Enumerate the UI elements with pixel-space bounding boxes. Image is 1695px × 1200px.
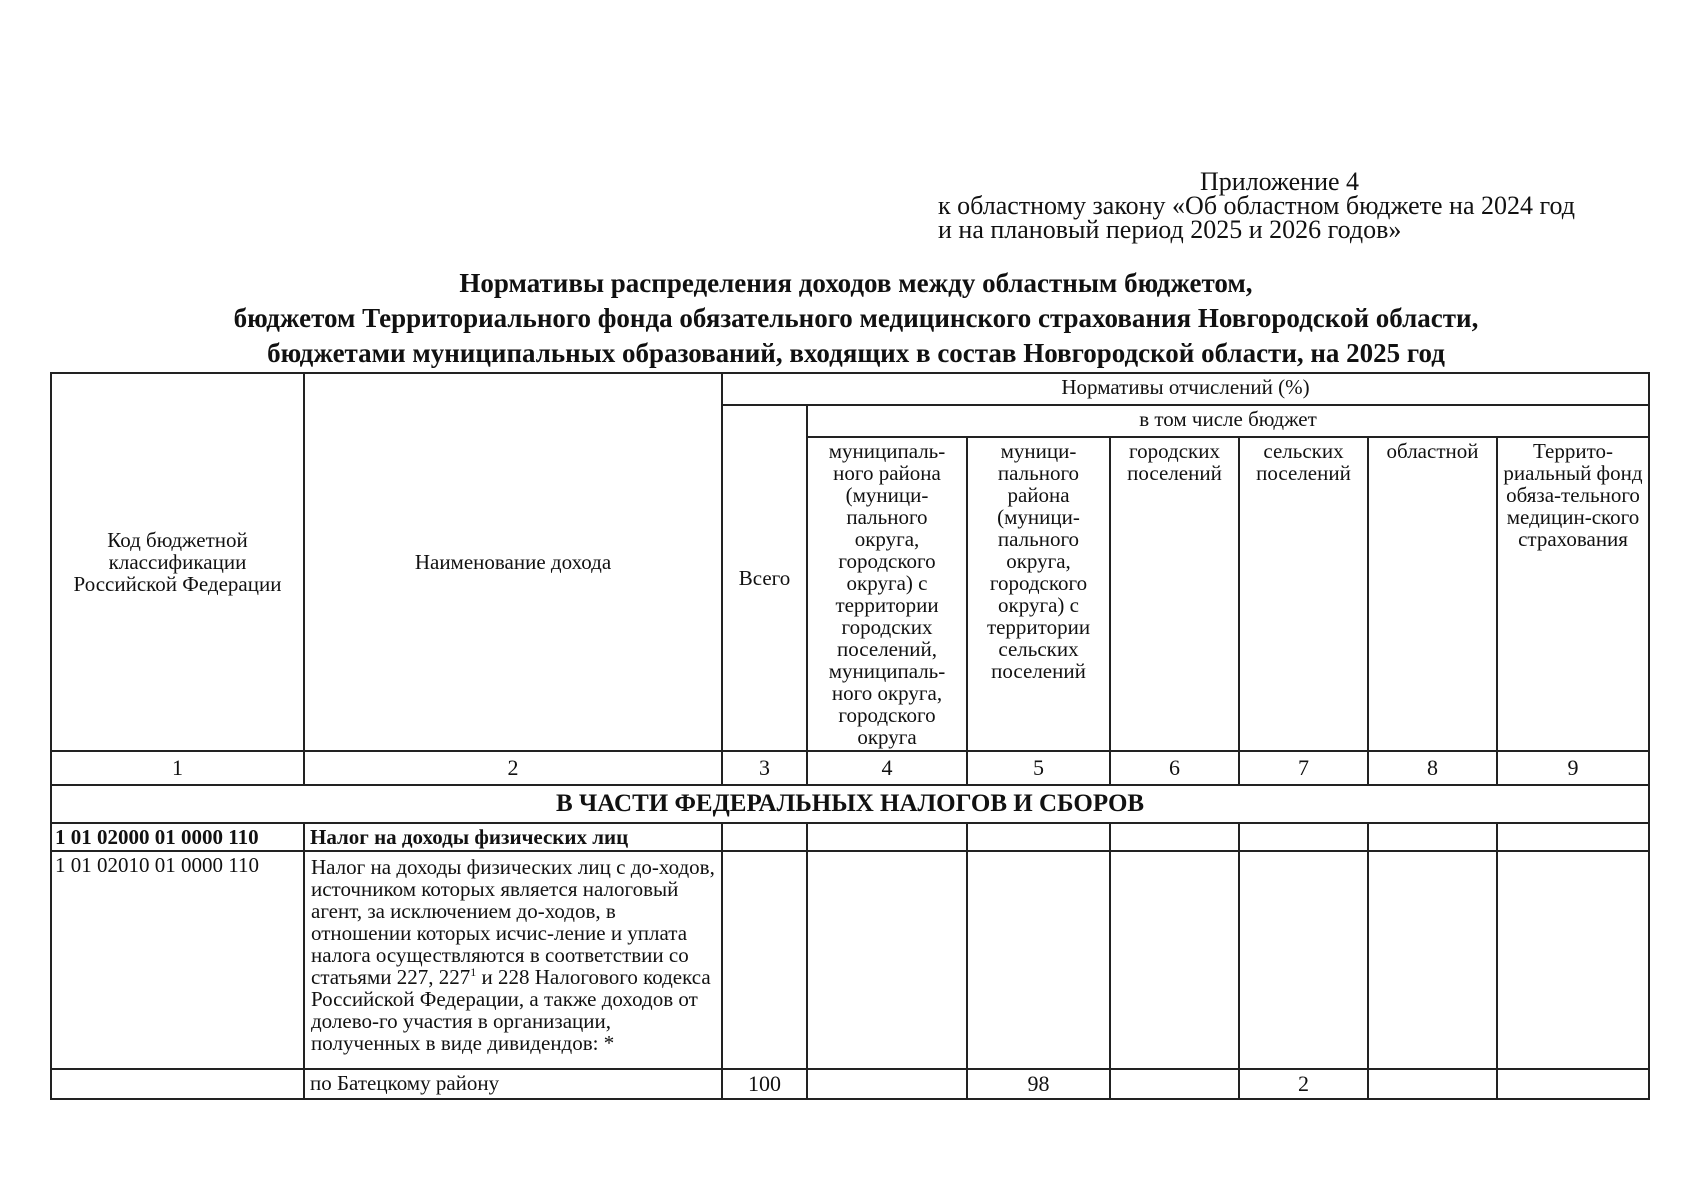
title-line-2: бюджетом Территориального фонда обязательного медицинского страхования Новгородской области,: [233, 303, 1479, 333]
header-total: Всего: [722, 405, 807, 751]
row-code: 1 01 02010 01 0000 110: [51, 851, 304, 1069]
row-fund: [1497, 1069, 1649, 1099]
row-municipal-urban: [807, 851, 967, 1069]
column-number: 5: [967, 751, 1110, 785]
income-name-part-1: Налог на доходы физических лиц с до-ходов, источником которых является налоговый агент, за исключением до-ходов, в отношении которых исчис-ление и уплата налога осуществляются в соответствии со статьями 227, 227: [311, 855, 715, 989]
header-including-budget: в том числе бюджет: [807, 405, 1649, 437]
row-village: 2: [1239, 1069, 1368, 1099]
row-code: [51, 1069, 304, 1099]
header-municipal-rural: муници-пального района (муници-пального округа, городского округа) с территории сельских поселений: [967, 437, 1110, 751]
row-income-name: [304, 851, 722, 1069]
header-regional: областной: [1368, 437, 1497, 751]
row-total: [722, 851, 807, 1069]
column-number: 2: [304, 751, 722, 785]
row-city: [1110, 851, 1239, 1069]
table-row: [51, 851, 1649, 1069]
row-regional: [1368, 823, 1497, 851]
column-number: 6: [1110, 751, 1239, 785]
title-line-3: бюджетами муниципальных образований, входящих в состав Новгородской области, на 2025 год: [267, 338, 1445, 368]
row-city: [1110, 823, 1239, 851]
row-regional: [1368, 851, 1497, 1069]
row-municipal-urban: [807, 823, 967, 851]
column-number: 3: [722, 751, 807, 785]
row-income-name: Налог на доходы физических лиц: [304, 823, 722, 851]
column-number: 8: [1368, 751, 1497, 785]
header-income-name: Наименование дохода: [304, 373, 722, 751]
header-code: Код бюджетной классификации Российской Федерации: [51, 373, 304, 751]
header-insurance-fund: Террито-риальный фонд обяза-тельного медицин-ского страхования: [1497, 437, 1649, 751]
row-total: [722, 823, 807, 851]
header-rural-settlements: сельских поселений: [1239, 437, 1368, 751]
table-row: [51, 823, 1649, 851]
column-number: 9: [1497, 751, 1649, 785]
appendix-label: Приложение 4: [1200, 167, 1360, 196]
section-row: [51, 785, 1649, 823]
row-village: [1239, 823, 1368, 851]
article-superscript: 1: [470, 965, 477, 979]
norms-table: [50, 372, 1650, 1100]
column-number: 1: [51, 751, 304, 785]
appendix-note: [938, 167, 1658, 244]
header-norms-group: Нормативы отчислений (%): [722, 373, 1649, 405]
header-municipal-urban: муниципаль-ного района (муници-пального округа, городского округа) с территории городских поселений, муниципаль-ного округа, городского округа: [807, 437, 967, 751]
row-municipal-rural: [967, 823, 1110, 851]
row-municipal-urban: [807, 1069, 967, 1099]
column-number: 4: [807, 751, 967, 785]
section-title: В ЧАСТИ ФЕДЕРАЛЬНЫХ НАЛОГОВ И СБОРОВ: [51, 785, 1649, 823]
row-municipal-rural: 98: [967, 1069, 1110, 1099]
row-regional: [1368, 1069, 1497, 1099]
row-city: [1110, 1069, 1239, 1099]
row-fund: [1497, 823, 1649, 851]
table-row: [51, 1069, 1649, 1099]
title-line-1: Нормативы распределения доходов между областным бюджетом,: [459, 268, 1253, 298]
row-total: 100: [722, 1069, 807, 1099]
row-fund: [1497, 851, 1649, 1069]
column-numbers-row: [51, 751, 1649, 785]
column-number: 7: [1239, 751, 1368, 785]
document-title: [44, 266, 1668, 371]
row-income-name: по Батецкому району: [304, 1069, 722, 1099]
row-municipal-rural: [967, 851, 1110, 1069]
row-village: [1239, 851, 1368, 1069]
income-name-part-2: и 228 Налогового кодекса Российской Федерации, а также доходов от долево-го участия в организации, полученных в виде дивидендов: *: [311, 965, 711, 1055]
appendix-law-line: к областному закону «Об областном бюджете на 2024 год: [938, 191, 1575, 220]
header-city-settlements: городских поселений: [1110, 437, 1239, 751]
row-code: 1 01 02000 01 0000 110: [51, 823, 304, 851]
appendix-period-line: и на плановый период 2025 и 2026 годов»: [938, 215, 1402, 244]
